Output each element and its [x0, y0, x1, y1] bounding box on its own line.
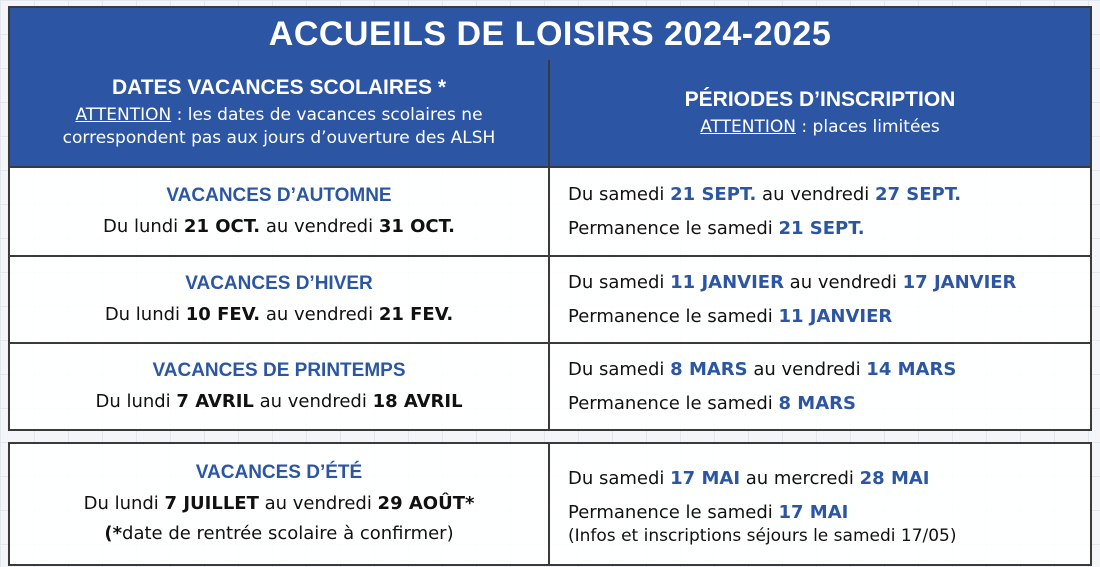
registration-cell	[550, 168, 1090, 255]
permanence-date: Permanence le samedi 21 SEPT.	[568, 217, 865, 239]
holiday-dates: Du lundi 21 OCT. au vendredi 31 OCT.	[102, 215, 456, 237]
page-title: ACCUEILS DE LOISIRS 2024-2025	[268, 14, 832, 53]
stays-info: (Infos et inscriptions séjours le samedi 17/05)	[568, 525, 957, 546]
attention-label: ATTENTION	[700, 116, 797, 137]
return-date-note: (*date de rentrée scolaire à confirmer)	[104, 523, 454, 544]
season-name: VACANCES D’ÉTÉ	[195, 462, 363, 483]
holiday-dates-cell	[10, 257, 550, 342]
registration-cell	[550, 257, 1090, 342]
holiday-table	[8, 168, 1092, 431]
table-header	[8, 6, 1092, 168]
schedule-frame	[8, 6, 1092, 566]
permanence-date: Permanence le samedi 17 MAI	[568, 501, 849, 523]
holiday-dates: Du lundi 7 JUILLET au vendredi 29 AOÛT*	[83, 493, 475, 514]
registration-period: Du samedi 17 MAI au mercredi 28 MAI	[568, 467, 930, 489]
holiday-dates-cell	[10, 444, 550, 564]
season-name: VACANCES D’HIVER	[185, 272, 373, 294]
school-holidays-note: ATTENTION : les dates de vacances scolaires ne correspondent pas aux jours d’ouverture des ALSH	[62, 105, 496, 148]
registration-note: ATTENTION : places limitées	[700, 116, 940, 137]
holiday-dates: Du lundi 7 AVRIL au vendredi 18 AVRIL	[95, 390, 463, 412]
registration-period: Du samedi 11 JANVIER au vendredi 17 JANVIER	[568, 271, 1017, 293]
registration-cell	[550, 444, 1090, 564]
season-name: VACANCES D’AUTOMNE	[166, 184, 392, 206]
header-columns	[10, 60, 1090, 166]
registration-period: Du samedi 8 MARS au vendredi 14 MARS	[568, 358, 957, 380]
summer-row	[8, 442, 1092, 566]
season-name: VACANCES DE PRINTEMPS	[152, 359, 406, 381]
table-row	[10, 342, 1090, 429]
table-row	[10, 168, 1090, 255]
permanence-date: Permanence le samedi 11 JANVIER	[568, 305, 893, 327]
holiday-dates: Du lundi 10 FEV. au vendredi 21 FEV.	[104, 303, 454, 325]
holiday-dates-cell	[10, 168, 550, 255]
attention-label: ATTENTION	[75, 105, 172, 125]
permanence-date: Permanence le samedi 8 MARS	[568, 392, 856, 414]
school-holidays-header	[10, 60, 550, 166]
registration-period: Du samedi 21 SEPT. au vendredi 27 SEPT.	[568, 183, 962, 205]
table-row	[10, 255, 1090, 342]
registration-header	[550, 60, 1090, 166]
registration-title: PÉRIODES D’INSCRIPTION	[684, 87, 956, 111]
school-holidays-title: DATES VACANCES SCOLAIRES *	[111, 76, 447, 99]
holiday-dates-cell	[10, 344, 550, 429]
registration-cell	[550, 344, 1090, 429]
